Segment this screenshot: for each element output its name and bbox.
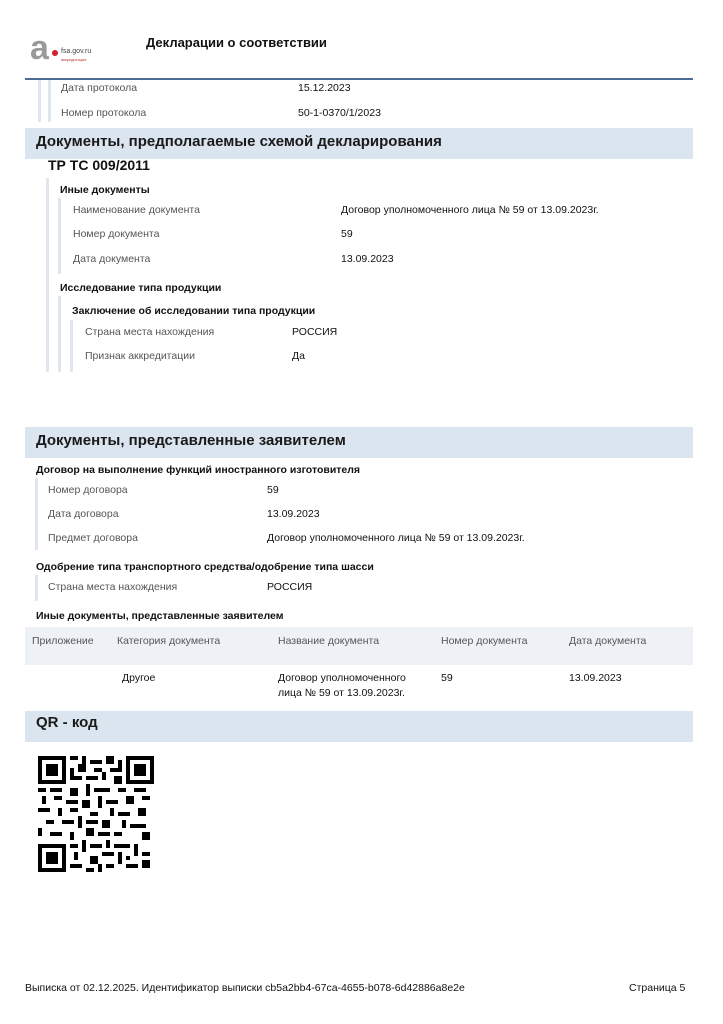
logo-dot-icon <box>52 50 58 56</box>
doc-number-value: 59 <box>341 228 353 240</box>
qr-code-icon <box>38 756 154 872</box>
doc-name-label: Наименование документа <box>73 204 200 216</box>
type-study-heading: Исследование типа продукции <box>60 282 222 294</box>
section-title: Документы, предполагаемые схемой декларирования <box>36 133 442 150</box>
country-value: РОССИЯ <box>292 326 338 338</box>
site-logo[interactable] <box>30 30 130 66</box>
approval-heading: Одобрение типа транспортного средства/одобрение типа шасси <box>36 561 374 573</box>
protocol-number-value: 50-1-0370/1/2023 <box>298 107 381 119</box>
contract-date-label: Дата договора <box>48 508 119 520</box>
contract-number-label: Номер договора <box>48 484 128 496</box>
tree-line <box>58 198 61 274</box>
doc-number-label: Номер документа <box>73 228 160 240</box>
contract-date-value: 13.09.2023 <box>267 508 320 520</box>
tr-title: ТР ТС 009/2011 <box>48 157 150 173</box>
section-header-scheme <box>25 128 693 159</box>
tree-line <box>38 80 41 122</box>
docs-table-header <box>25 627 693 665</box>
table-cell: Договор уполномоченного лица № 59 от 13.09.2023г. <box>278 672 406 699</box>
contract-heading: Договор на выполнение функций иностранного изготовителя <box>36 464 361 476</box>
approval-country-value: РОССИЯ <box>267 581 313 593</box>
table-cell: Другое <box>122 672 156 684</box>
table-cell: 13.09.2023 <box>569 672 622 684</box>
doc-name-value: Договор уполномоченного лица № 59 от 13.09.2023г. <box>341 204 599 216</box>
page-number: Страница 5 <box>629 982 686 994</box>
footer-text: Выписка от 02.12.2025. Идентификатор выписки cb5a2bb4-67ca-4655-b078-6d42886a8e2e <box>25 982 465 994</box>
doc-date-label: Дата документа <box>73 253 151 265</box>
table-row <box>25 665 693 705</box>
protocol-date-value: 15.12.2023 <box>298 82 351 94</box>
page-title: Декларации о соответствии <box>146 35 327 50</box>
protocol-date-label: Дата протокола <box>61 82 138 94</box>
tree-line <box>48 80 51 122</box>
column-header: Номер документа <box>441 635 528 647</box>
section-header-qr <box>25 711 693 742</box>
logo-subtitle: аккредитация <box>61 57 87 62</box>
accreditation-value: Да <box>292 350 305 362</box>
other-docs-heading: Иные документы <box>60 184 150 196</box>
section-title: Документы, представленные заявителем <box>36 432 346 449</box>
column-header: Приложение <box>32 635 94 647</box>
column-header: Дата документа <box>569 635 647 647</box>
contract-subject-label: Предмет договора <box>48 532 138 544</box>
protocol-number-label: Номер протокола <box>61 107 147 119</box>
tree-line <box>58 296 61 372</box>
contract-subject-value: Договор уполномоченного лица № 59 от 13.09.2023г. <box>267 532 525 544</box>
approval-country-label: Страна места нахождения <box>48 581 178 593</box>
section-title: QR - код <box>36 714 98 731</box>
section-header-applicant <box>25 427 693 458</box>
logo-a-icon: a <box>30 29 49 67</box>
applicant-other-docs-heading: Иные документы, представленные заявителем <box>36 610 284 622</box>
tree-line <box>46 178 49 372</box>
accreditation-label: Признак аккредитации <box>85 350 195 362</box>
logo-text: fsa.gov.ru <box>61 48 92 55</box>
table-cell: 59 <box>441 672 453 684</box>
conclusion-heading: Заключение об исследовании типа продукции <box>72 305 316 317</box>
tree-line <box>70 320 73 372</box>
column-header: Категория документа <box>117 635 221 647</box>
contract-number-value: 59 <box>267 484 279 496</box>
country-label: Страна места нахождения <box>85 326 215 338</box>
column-header: Название документа <box>278 635 380 647</box>
doc-date-value: 13.09.2023 <box>341 253 394 265</box>
tree-line <box>35 478 38 550</box>
tree-line <box>35 575 38 601</box>
header-divider <box>25 78 693 80</box>
